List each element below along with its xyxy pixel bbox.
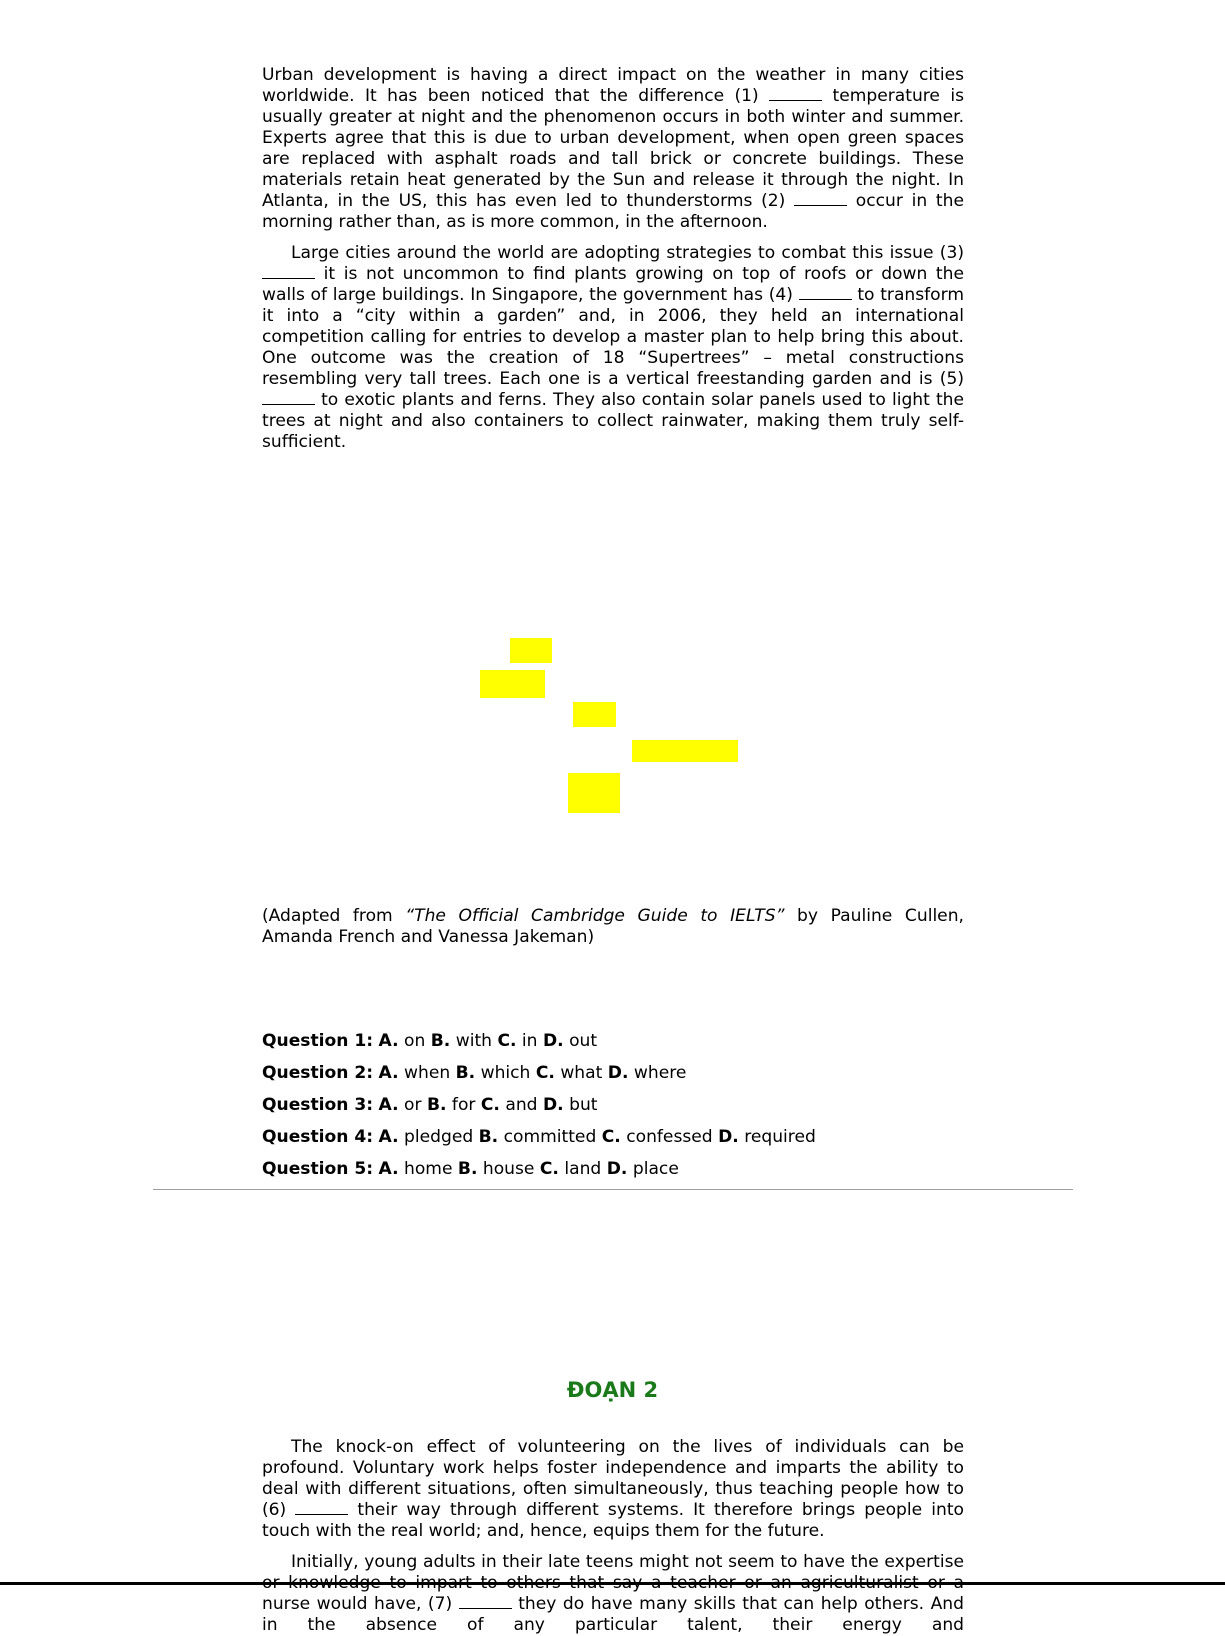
- highlight-mark: [573, 702, 616, 727]
- paragraph-text: to exotic plants and ferns. They also contain solar panels used to light the trees at night and also containers to collect rainwater, making them truly self-sufﬁcient.: [262, 390, 964, 452]
- paragraph-text: it is not uncommon to find plants growing on top of roofs or down the walls of large buildings. In Singapore, the government has (4): [262, 264, 964, 305]
- question-4: Question 4: A. pledged B. committed C. confessed D. required: [262, 1127, 816, 1147]
- option-d[interactable]: but: [569, 1095, 598, 1115]
- option-b[interactable]: committed: [503, 1127, 597, 1147]
- highlight-mark: [510, 638, 552, 663]
- paragraph-text: to transform it into a “city within a garden” and, in 2006, they held an international competition calling for entries to develop a master plan to help bring this about. One outcome was the creation of 18 “Supertrees” – metal constructions resembling very tall trees. Each one is a vertical freestanding garden and is (5): [262, 285, 965, 389]
- option-c[interactable]: and: [505, 1095, 538, 1115]
- option-d[interactable]: place: [632, 1159, 679, 1179]
- option-a[interactable]: or: [404, 1095, 422, 1115]
- gap-blank-1: [769, 86, 822, 101]
- option-d[interactable]: where: [633, 1063, 687, 1083]
- highlight-mark: [480, 670, 545, 698]
- paragraph-text: their way through different systems. It therefore brings people into touch with the real world; and, hence, equips them for the future.: [262, 1500, 964, 1541]
- passage-2-paragraph-2: [262, 1552, 964, 1636]
- gap-blank-2: [794, 191, 847, 206]
- gap-blank-7: [459, 1594, 512, 1609]
- option-a[interactable]: on: [404, 1031, 426, 1051]
- option-c[interactable]: in: [521, 1031, 538, 1051]
- passage-2: [262, 1437, 964, 1636]
- book-title: “The Ofﬁcial Cambridge Guide to IELTS”: [405, 906, 785, 926]
- paragraph-text: The knock-on effect of volunteering on the lives of individuals can be profound. Voluntary work helps foster independence and imparts the ability to deal with different situations, often simultaneously, thus teaching people how to (6): [262, 1437, 964, 1520]
- passage-1: [262, 65, 964, 453]
- question-5: Question 5: A. home B. house C. land D. place: [262, 1159, 679, 1179]
- option-b[interactable]: with: [455, 1031, 492, 1051]
- passage-1-paragraph-1: [262, 65, 964, 233]
- option-b[interactable]: for: [451, 1095, 476, 1115]
- highlight-mark: [568, 773, 620, 813]
- paragraph-text: occur in the morning rather than, as is more common, in the afternoon.: [262, 191, 964, 232]
- option-a[interactable]: pledged: [404, 1127, 474, 1147]
- source-citation: [262, 906, 964, 948]
- passage-2-paragraph-1: [262, 1437, 964, 1542]
- paragraph-text: temperature is usually greater at night and the phenomenon occurs in both winter and summer. Experts agree that this is due to urban development, when open green spaces are replaced with asphalt roads and tall brick or concrete buildings. These materials retain heat generated by the Sun and release it through the night. In Atlanta, in the US, this has even led to thunderstorms (2): [262, 86, 964, 211]
- paragraph-text: they do have many skills that can help others. And in the absence of any particular talent, their energy and: [262, 1594, 964, 1635]
- citation-text: (Adapted from “The Ofﬁcial Cambridge Guide to IELTS” by Pauline Cullen, Amanda French and Vanessa Jakeman): [262, 906, 964, 947]
- question-2: Question 2: A. when B. which C. what D. where: [262, 1063, 687, 1083]
- option-b[interactable]: house: [482, 1159, 535, 1179]
- paragraph-text: Initially, young adults in their late teens might not seem to have the expertise or knowledge to impart to others that say a teacher or an agriculturalist or a nurse would have, (7): [262, 1552, 964, 1614]
- gap-blank-6: [295, 1500, 348, 1515]
- question-list: [262, 1031, 964, 1191]
- option-a[interactable]: when: [404, 1063, 451, 1083]
- option-d[interactable]: out: [569, 1031, 598, 1051]
- option-c[interactable]: confessed: [626, 1127, 713, 1147]
- option-b[interactable]: which: [480, 1063, 531, 1083]
- option-c[interactable]: what: [560, 1063, 603, 1083]
- highlight-mark: [632, 740, 738, 762]
- option-d[interactable]: required: [744, 1127, 816, 1147]
- paragraph-text: Urban development is having a direct impact on the weather in many cities worldwide. It has been noticed that the difference (1): [262, 65, 964, 106]
- gap-blank-3: [262, 264, 315, 279]
- passage-1-paragraph-2: [262, 243, 964, 453]
- gap-blank-5: [262, 390, 315, 405]
- option-c[interactable]: land: [564, 1159, 602, 1179]
- option-a[interactable]: home: [404, 1159, 453, 1179]
- gap-blank-4: [799, 285, 852, 300]
- question-3: Question 3: A. or B. for C. and D. but: [262, 1095, 598, 1115]
- section-heading: ĐOẠN 2: [566, 1378, 659, 1402]
- paragraph-text: Large cities around the world are adopting strategies to combat this issue (3): [291, 243, 964, 263]
- question-1: Question 1: A. on B. with C. in D. out: [262, 1031, 598, 1051]
